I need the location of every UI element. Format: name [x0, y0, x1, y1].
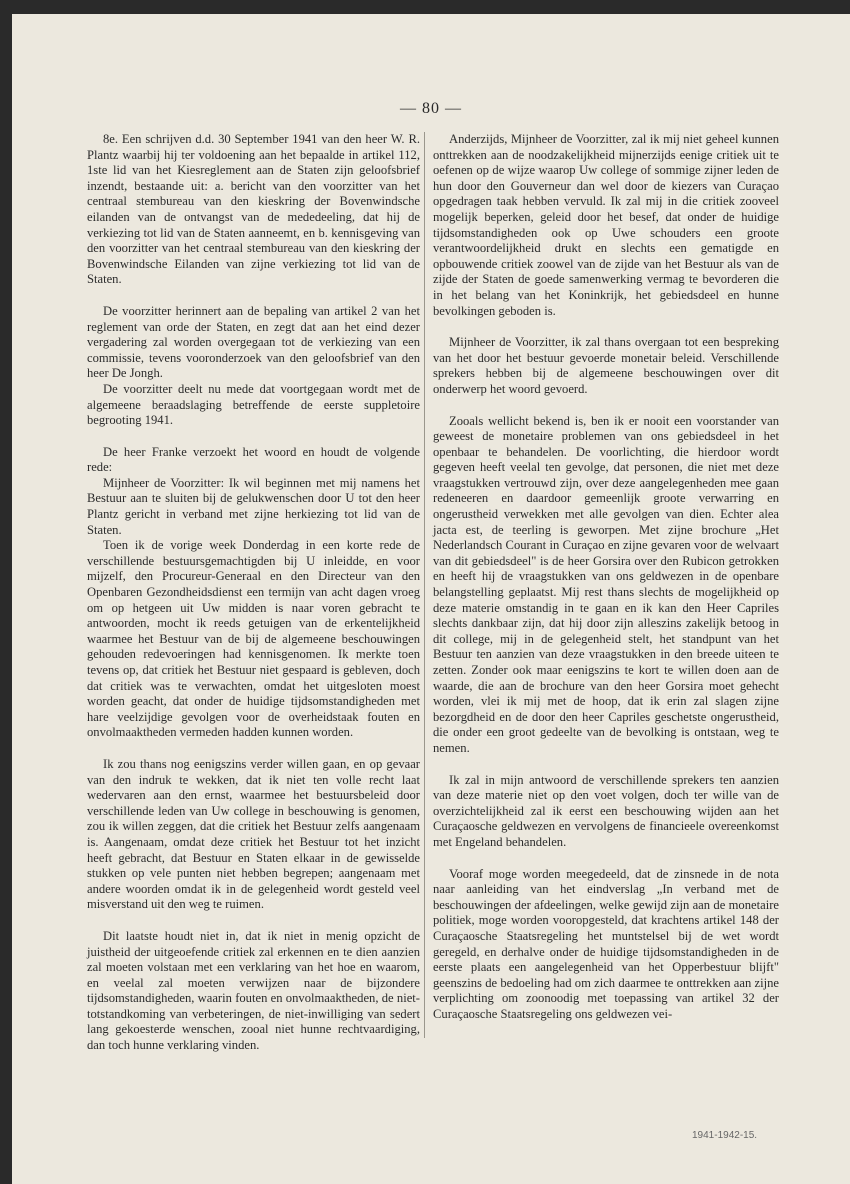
paragraph-franke-vorige-week: Toen ik de vorige week Donderdag in een korte rede de verschillende bestuursgemachtigden bij U inleidde, en voor mijzelf, den Procureur-Generaal en den Directeur van den Openbaren Gezondheidsdienst een termijn van acht dagen vroeg om op hetgeen uit Uw midden is naar voren gebracht te antwoorden, mocht ik reeds getuigen van de erkentelijkheid waarmee het Bestuur van de bij de algemeene beschouwingen gehouden redevoeringen had kennisgenomen. Ik merkte toen tevens op, dat critiek het Bestuur niet gespaard is gebleven, doch dat critiek was te verwachten, omdat het uitgesloten moest worden geacht, dat onder de huidige tijdsomstandigheden met hare veelzijdige gevolgen voor de overheidstaak fouten en onvolmaaktheden vermeden hadden kunnen worden.	[87, 538, 420, 740]
paragraph-zooals-wellicht: Zooals wellicht bekend is, ben ik er nooit een voorstander van geweest de monetaire problemen van ons gebiedsdeel in het openbaar te behandelen. De voorlichting, die hierdoor wordt gegeven heeft veelal ten gevolge, dat personen, die niet met deze vraagstukken vertrouwd zijn, over deze aangelegenheden mee gaan redeneeren en daardoor gemeenlijk groote verwarring en ongerustheid verwekken met alle gevolgen van dien. Echter alea jacta est, de teerling is geworpen. Met zijne brochure „Het Nederlandsch Courant in Curaçao en zijne gevaren voor de welvaart van dit gebiedsdeel" is de heer Gorsira over den Rubicon getrokken en heeft hij de vraagstukken van ons geldwezen in de openbare belangstelling geplaatst. Mij rest thans slechts de mogelijkheid op deze materie omstandig in te gaan en ik kan den Heer Capriles slechts dankbaar zijn, dat hij door zijn alleszins zakelijk betoog in dit college, mij in de gelegenheid stelt, het standpunt van het Bestuur ten aanzien van deze vraagstukken in den breede uiteen te zetten. Zonder ook maar eenigszins te kort te willen doen aan de waarde, die aan de brochure van den heer Gorsira moet gehecht worden, vlei ik mij met de hoop, dat ik erin zal slagen zijne bezorgdheid en de door den heer Capriles geschetste ongerustheid, die onder een groot gedeelte van de bevolking is ontstaan, weg te nemen.	[433, 413, 779, 755]
page-number: — 80 —	[400, 100, 462, 117]
paragraph-voorzitter-herinnert: De voorzitter herinnert aan de bepaling van artikel 2 van het reglement van orde der Staten, en zegt dat aan het eind dezer vergadering zal worden overgegaan tot de verkiezing van een commissie, tevens vooronderzoek van den geloofsbrief van den heer De Jongh.	[87, 303, 420, 381]
paragraph-franke-intro: De heer Franke verzoekt het woord en houdt de volgende rede:	[87, 444, 420, 475]
paragraph-item-8e: 8e. Een schrijven d.d. 30 September 1941 van den heer W. R. Plantz waarbij hij ter voldoening aan het bepaalde in artikel 112, 1ste lid van het Kiesreglement aan de Staten zijn geloofsbrief inzendt, bestaande uit: a. bericht van den voorzitter van het centraal stembureau van den kieskring der Bovenwindsche eilanden van de ontvangst van de mededeeling, dat hij de verkiezing tot lid van de Staten aanneemt, en b. kennisgeving van den voorzitter van het centraal stembureau van den kieskring der Bovenwindsche Eilanden van zijne verkiezing tot lid van de Staten.	[87, 132, 420, 287]
left-column	[87, 132, 420, 1070]
paragraph-franke-opening: Mijnheer de Voorzitter: Ik wil beginnen met mij namens het Bestuur aan te sluiten bij de gelukwenschen door U tot den heer Plantz gericht in verband met zijne herkiezing tot lid van de Staten.	[87, 475, 420, 537]
paragraph-vooraf: Vooraf moge worden meegedeeld, dat de zinsnede in de nota naar aanleiding van het eindverslag „In verband met de beschouwingen der afdeelingen, welke gewijd zijn aan de monetaire politiek, moge worden vooropgesteld, dat krachtens artikel 148 der Curaçaosche Staatsregeling het muntstelsel bij de wet wordt geregeld, en derhalve onder de huidige tijdsomstandigheden in de eerste plaats een aangelegenheid van het Opperbestuur blijft" geenszins de bedoeling had om zich daarmee te onttrekken aan zijne verplichting om zoonoodig met toepassing van artikel 32 der Curaçaosche Staatsregeling ons geldwezen vei-	[433, 866, 779, 1021]
paragraph-franke-critiek: Ik zou thans nog eenigszins verder willen gaan, en op gevaar van den indruk te wekken, dat ik niet ten volle recht laat wedervaren aan den ernst, waarmee het bestuursbeleid door verschillende leden van Uw college in beschouwing is genomen, zou ik willen zeggen, dat die critiek het Bestuur zelfs aangenaam is. Aangenaam, omdat deze critiek het Bestuur tot het inzicht heeft gebracht, dat Bestuur en Staten elkaar in de gewisselde stukken op vele punten niet hebben begrepen; aangenaam met andere woorden omdat ik in de gelegenheid wordt gesteld veel misverstand uit den weg te ruimen.	[87, 756, 420, 912]
right-column	[424, 132, 779, 1038]
paragraph-franke-laatste: Dit laatste houdt niet in, dat ik niet in menig opzicht de juistheid der uitgeoefende critiek zal erkennen en te dien aanzien zal moeten volstaan met een verklaring van het hoe en waarom, en veelal zal moeten verwijzen naar de bijzondere tijdsomstandigheden, waarin fouten en onvolmaaktheden, de niet-totstandkoming van verbeteringen, de niet-inwilliging van sedert lang gekoesterde wenschen, zooal niet hunne rechtvaardiging, dan toch hunne verklaring vinden.	[87, 928, 420, 1053]
archive-mark: 1941-1942-15.	[692, 1130, 758, 1141]
paragraph-antwoord: Ik zal in mijn antwoord de verschillende sprekers ten aanzien van deze materie niet op den voet volgen, doch ter wille van de overzichtelijkheid zal ik eerst een beschouwing wijden aan het Curaçaosche geldwezen en vervolgens de financieele overeenkomst met Engeland behandelen.	[433, 772, 779, 849]
paragraph-anderzijds: Anderzijds, Mijnheer de Voorzitter, zal ik mij niet geheel kunnen onttrekken aan de noodzakelijkheid mijnerzijds eenige critiek uit te oefenen op de wijze waarop Uw college of sommige zijner leden de hun door den Gouverneur dan wel door de kiezers van Curaçao opgedragen taak hebben vervuld. Ik zal mij in die critiek zooveel mogelijk beperken, geleid door het besef, dat onder de huidige tijdsomstandigheden ook op Uwe schouders een groote verantwoordelijkheid drukt en slechts een gematigde en opbouwende critiek zoowel van de zijde van het Bestuur als van de zijde der Staten de goede samenwerking vermag te bevorderen die in het belang van het Koninkrijk, het gebiedsdeel en hunne bevolkingen geboden is.	[433, 132, 779, 318]
document-page	[12, 14, 850, 1184]
paragraph-voorzitter-deelt: De voorzitter deelt nu mede dat voortgegaan wordt met de algemeene beraadslaging betreffende de eerste suppletoire begrooting 1941.	[87, 381, 420, 428]
paragraph-monetair-beleid: Mijnheer de Voorzitter, ik zal thans overgaan tot een bespreking van het door het bestuur gevoerde monetair beleid. Verschillende sprekers hebben bij de algemeene beschouwingen over dit onderwerp het woord gevoerd.	[433, 335, 779, 396]
